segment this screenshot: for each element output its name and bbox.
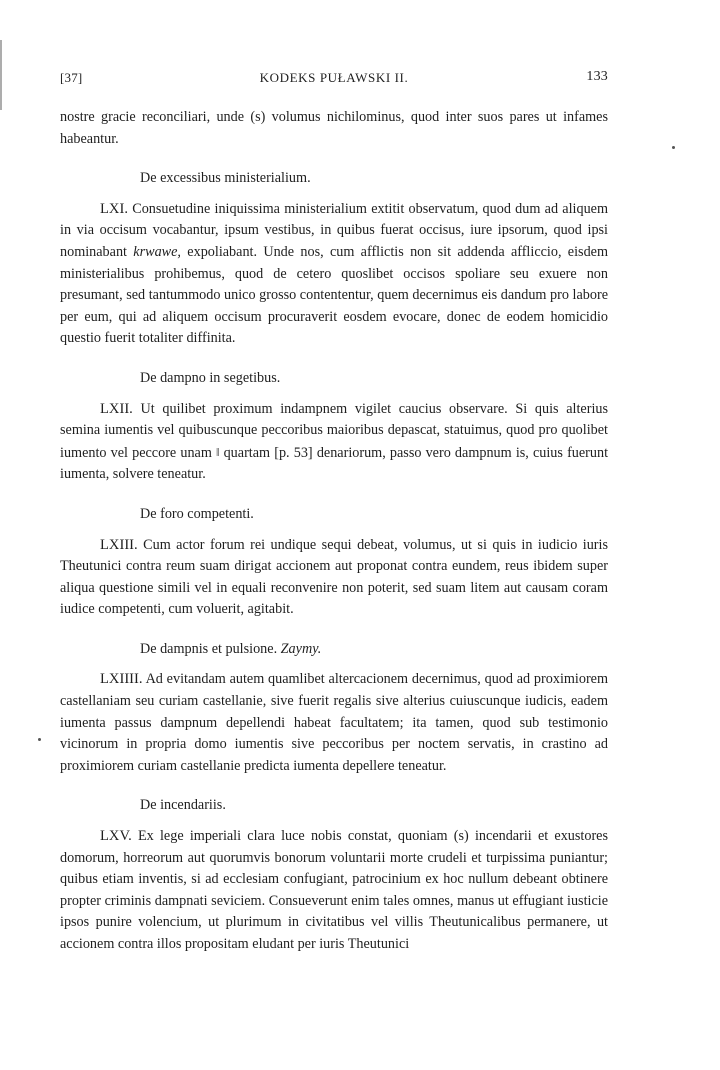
section-heading-with-italic: [60, 639, 608, 661]
section-paragraph-lxv: [60, 826, 608, 956]
intro-paragraph: nostre gracie reconciliari, unde (s) volumus nichilominus, quod inter suos pares ut infames habeantur.: [60, 109, 608, 147]
section-text-part: Consuetudine iniquissima ministerialium extitit observatum, quod dum ad aliquem in via occisum vocabantur, ipsum vestibus, in quibus fuerat occisus, iure ipsorum, quod ipsi nominabant: [60, 200, 609, 260]
section-text-part: expoliabant. Unde nos, cum afflictis non sit addenda affliccio, eisdem ministerialibus prohibemus, quod de cetero quoslibet occisos spoliare seu exuere non presumant, sed tantummodo unico grosso contententur, quem decernimus eis dandum pro labore per eum, qui ad aliquem occisum procuraverit eosdem evocare, donec de eodem homicidio questio fuerit totaliter diffinita.: [60, 243, 608, 347]
section-heading-text: De dampnis et pulsione.: [140, 640, 278, 657]
section-heading: De dampno in segetibus.: [140, 369, 281, 386]
section-text-part: quartam: [223, 444, 271, 461]
section-heading-italic-term: Zaymy.: [280, 640, 322, 657]
page-number: 133: [586, 69, 608, 84]
section-text: Cum actor forum rei undique sequi debeat, volumus, ut si quis in iudicio iuris Theutunici contra reum suam dirigat accionem aut proponat contra eundem, reus ibidem super aliqua questione simili vel in equali reconvenire non poterit, sed suam litem aut causam coram iudice competenti, cum voluerit, agitabit.: [60, 536, 608, 618]
section-paragraph-lxii: [60, 399, 608, 486]
document-body: [60, 107, 608, 956]
section-heading: De excessibus ministerialium.: [140, 170, 311, 187]
italic-term: krwawe,: [133, 243, 181, 260]
section-number: LXII.: [100, 400, 133, 417]
section-heading: De foro competenti.: [140, 505, 254, 522]
page-break-marker: ‖: [216, 444, 220, 459]
header-title: KODEKS PUŁAWSKI II.: [259, 70, 409, 85]
margin-dot-mark: [672, 146, 675, 149]
section-number: LXI.: [100, 200, 128, 217]
section-paragraph-lxi: [60, 199, 608, 350]
section-text: Ex lege imperiali clara luce nobis constat, quoniam (s) incendarii et exustores domorum, horreorum aut quorumvis bonorum voluntarii morte crudeli et turpissima puniantur; quibus etiam inventis, si ad ecclesiam confugiant, patrocinium ex hoc nullum debeant obtinere propter criminis dampnati seviciem. Consueverunt enim tales omnes, manus ut effugiant iusticie ipsos punire volencium, ut plurimum in civitatibus vel villis Theutunicalibus permanere, ut accionem contra illos propositam eludant per iuris Theutunici: [60, 828, 608, 952]
section-text-part: Ut quilibet proximum indampnem vigilet caucius observare. Si quis alterius semina iumentis vel quibuscunque peccoribus maioribus depascat, statuimus, quod pro quolibet iumento vel peccore unam: [60, 400, 608, 461]
section-heading: De incendariis.: [140, 797, 226, 814]
running-header: [60, 70, 608, 90]
section-number: LXIIII.: [100, 671, 143, 688]
page-reference: [p. 53]: [274, 444, 313, 461]
section-number: LXIII.: [100, 536, 138, 553]
scan-edge-line: [0, 40, 2, 110]
section-paragraph-lxiiii: [60, 669, 608, 777]
margin-dot-mark: [38, 738, 41, 741]
header-page-reference: [37]: [60, 70, 83, 85]
section-text: Ad evitandam autem quamlibet altercacionem decernimus, quod ad proximiorem castellaniam seu curiam castellanie, sive fuerit regalis sive alterius cuiuscunque iudicis, eadem iumenta passus dampnum depellendi habeat facultatem; ita tamen, quod sub testimonio vicinorum in propria domo iumentis sive peccoribus per noctem servatis, in crastino ad proximiorem curiam castellanie predicta iumenta depellere teneatur.: [60, 671, 609, 774]
section-text-part: denariorum, passo vero dampnum is, cuius fuerunt iumenta, solvere teneatur.: [60, 444, 609, 483]
section-paragraph-lxiii: [60, 535, 608, 621]
section-number: LXV.: [100, 828, 132, 845]
